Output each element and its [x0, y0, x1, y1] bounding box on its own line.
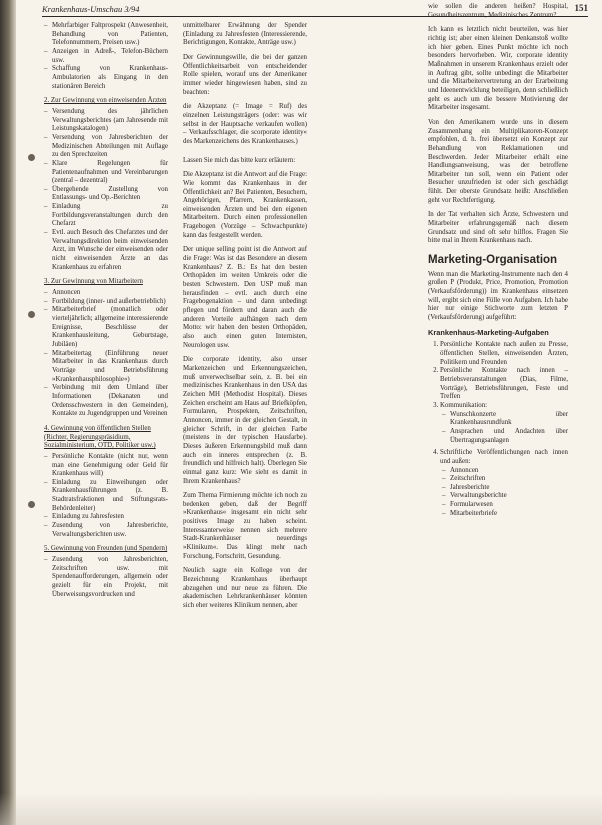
paragraph: Zum Thema Firmierung möchte ich noch zu bedenken geben, daß der Begriff »Krankenhaus« insgesamt ein nicht sehr positives Image zu haben scheint. Interessanterweise nennen sich mehrere Stadt-Krankenhäuser neuerdings »Klinikum«. Das klingt mehr nach Forschung, Fortschritt, Gesundung.	[183, 492, 307, 560]
paragraph: In der Tat verhalten sich Ärzte, Schwestern und Mitarbeiter erfahrungsgemäß nach diesem Grundsatz und sind oft sehr hilflos. Fragen Sie bitte mal in Ihrem Krankenhaus nach.	[428, 211, 568, 245]
task-subitem: – Formularwesen	[442, 501, 568, 510]
paragraph: Ich kann es letztlich nicht beurteilen, was hier richtig ist; aber einen kleinen Denkanstoß wollte ich hier geben. Eines Punkt möchte ich noch besonders hervorheben. Wir, corporate identity Maßnahmen in unserem Krankenhaus erzielt oder in Auftrag gibt, sollte unbedingt die Mitarbeiter und die Mitarbeitervertretung an der Erarbeitung und Ideenentwicklung beteiligen, denn schließlich geht es auch um die bessere Motivierung der Mitarbeiter insgesamt.	[428, 26, 568, 112]
task-subitem: – Wunschkonzerte über Krankenhausrundfunk	[442, 411, 568, 428]
section-heading-marketing-organisation: Marketing-Organisation	[428, 254, 558, 267]
list-item: – Mehrfarbiger Faltprospekt (Anwesenheit, Behandlung von Patienten, Telefonnummern, Preisen usw.)	[44, 22, 168, 48]
paragraph: Lassen Sie mich das bitte kurz erläutern:	[183, 156, 296, 164]
task-sublist	[442, 467, 568, 519]
list-item: – Mitarbeitertag (Einführung neuer Mitarbeiter in das Krankenhaus durch Vorträge und Betriebsführung »Krankenhausphilosophie«)	[44, 350, 168, 385]
list-items-5	[44, 556, 168, 599]
list-item: – Anzeigen in Adreß-, Telefon-Büchern usw.	[44, 48, 168, 65]
list-item: – Fortbildung (inner- und außerbetrieblich)	[44, 298, 168, 307]
task-text: Persönliche Kontakte nach außen zu Presse, öffentlichen Stellen, einweisenden Ärzten, Politikern und Freunden	[440, 341, 568, 366]
list-item: – Übergehende Zustellung von Entlassungs- und Op.-Berichten	[44, 186, 168, 203]
running-title: Krankenhaus-Umschau 3/94	[42, 4, 140, 14]
list-item: – Persönliche Kontakte (nicht nur, wenn man eine Genehmigung oder Geld für Krankenhaus will)	[44, 453, 168, 479]
list-items-2	[44, 108, 168, 272]
paragraph: Die corporate identity, also unser Markenzeichen und Erkennungszeichen, muß unverwechselbar sein, z. B. bei ein medizinisches Krankenhaus in den USA das Zeichen MH (Methodist Hospital). Dieses Zeichen erscheint am Haus auf Briefköpfen, Formularen, Prospekten, Zeitschriften, Annoncen, immer in der gleichen Gestalt, in gleicher Schrift, in der gleichen Farbe (meistens in der typischen Hausfarbe). Dieses äußeren Erkennungsbild muß dann auch ein inneres entsprechen (z. B. freundlich und hilfreich halt). Überlegen Sie einmal ganz kurz: Wie sieht es damit in Ihrem Krankenhaus?	[183, 356, 307, 485]
column-3	[428, 3, 568, 522]
list-item: – Mitarbeiterbrief (monatlich oder vierteljährlich; allgemeine interessierende Ereignisse, Beschlüsse der Krankenhausleitung, Geburtstage, Jubiläen)	[44, 306, 168, 349]
task-subitem: – Verwaltungsberichte	[442, 492, 568, 501]
list-item: – Verbindung mit dem Umland über Informationen (Dekanaten und Ordensschwestern in den Gemeinden), Kontakte zu Jugendgruppen und Vereinen	[44, 384, 168, 419]
list-items-3	[44, 289, 168, 419]
task-subitem: – Zeitschriften	[442, 475, 568, 484]
list-item: – Evtl. auch Besuch des Chefarztes und der Verwaltungsdirektion beim einweisenden Arzt, im Wunsche der einweisenden oder nicht einweisenden Ärzte an das Krankenhaus zu erfahren	[44, 229, 168, 272]
list-item: – Zusendung von Jahresberichten, Zeitschriften usw. mit Spendenaufforderungen, allgemein oder gezielt für ein Projekt, mit Überweisungsvordrucken und	[44, 556, 168, 599]
scan-binding-edge	[0, 0, 16, 825]
task-text: Kommunikation:	[440, 401, 488, 409]
subheading-marketing-aufgaben: Krankenhaus-Marketing-Aufgaben	[428, 327, 549, 337]
list-item: – Versendung des jährlichen Verwaltungsberichtes (am Jahresende mit Leistungskatalogen)	[44, 108, 168, 134]
list-item: – Einladung zu Jahresfesten	[44, 513, 168, 522]
page-number: 151	[574, 3, 588, 13]
task-subitem: – Jahresberichte	[442, 484, 568, 493]
list-items-a	[44, 22, 168, 91]
paragraph: die Akzeptanz (= Image = Ruf) des einzelnen Leistungsträgers (oder: was wir selbst in der Hauptsache verkaufen wollen) – Verkaufsschlager, die scorporate identity« des Markenzeichens des Krankenhauses.)	[183, 103, 307, 145]
paragraph: Wenn man die Marketing-Instrumente nach den 4 großen P (Produkt, Price, Promotion, Promotion (Verkaufsförderung)) im Krankenhaus einsetzen will, ergibt sich eine Fülle von Aufgaben. Ich habe hier nur einige Stichworte zum letzten P (Verkaufsförderung) aufgeführt:	[428, 270, 568, 321]
punch-hole	[28, 311, 35, 318]
section-heading: 5. Gewinnung von Freunden (und Spendern)	[44, 545, 168, 553]
task-text: Schriftliche Veröffentlichungen nach innen und außen:	[440, 449, 568, 465]
punch-hole	[28, 154, 35, 161]
scan-shadow	[0, 793, 602, 825]
paragraph: wie sollen die anderen heißen? Hospital, Gesundheitszentrum, Medizinisches Zentrum?	[428, 3, 568, 19]
task-text: Persönliche Kontakte nach innen – Betriebsveranstaltungen (Dias, Filme, Vorträge), Betriebsführungen, Feste und Treffen	[440, 367, 568, 401]
paragraph: Von den Amerikanern wurde uns in diesem Zusammenhang ein Multiplikatoren-Konzept empfohlen, d. h. frei übersetzt ein Konzept zur Behandlung von Reklamationen und Beschwerden. Jeder Mitarbeiter erhält eine Handlungsanweisung, was der betroffene Mitarbeiter tun soll, wenn ein Patient oder Besucher unzufrieden ist oder sich geschädigt fühlt. Der oberste Grundsatz heißt: Anschließen geht vor Rechtfertigung.	[428, 118, 568, 204]
task-item	[440, 449, 568, 518]
list-item: – Einladung zu Einweihungen oder Krankenhausführungen (z. B. Stadtratsfraktionen und Stiftungsrats-Behördenleiter)	[44, 479, 168, 514]
paragraph: Der unique selling point ist die Antwort auf die Frage: Was ist das Besondere an diesem Krankenhaus? Z. B.: Es hat den besten Orthopäden im weiten Umkreis oder die besten Schwestern. Den USP muß man herausfinden – evtl. auch durch eine Fragebogenaktion – und dann unbedingt pflegen und fördern und daran auch die anderen Vorteile aufhängen nach dem Motto: wir haben den besten Orthopäden, also auch einen guten Internisten, Neurologen usw.	[183, 246, 307, 349]
paragraph: unmittelbarer Erwähnung der Spender (Einladung zu Jahresfesten (Interessierende, Berichtigungen, Kontakte, Anträge usw.)	[183, 22, 307, 47]
column-2	[183, 22, 307, 611]
list-item: – Einladung zu Fortbildungsveranstaltungen durch den Chefarzt	[44, 203, 168, 229]
task-list	[428, 341, 568, 518]
section-heading: 4. Gewinnung von öffentlichen Stellen (Richter, Regierungspräsidium, Sozialministerium, OTD, Politiker usw.)	[44, 424, 156, 450]
paragraph: Neulich sagte ein Kollege von der Bezeichnung Krankenhaus überhaupt abzugehen und nur neue zu führen. Die akademischen Lehrkrankenhäuser könnten sich eher weiteres Klinikum nennen, aber	[183, 567, 307, 610]
section-heading: 2. Zur Gewinnung von einweisenden Ärzten	[44, 97, 167, 105]
list-item: – Zusendung von Jahresberichte, Verwaltungsberichten usw.	[44, 522, 168, 539]
task-sublist	[442, 411, 568, 446]
punch-hole	[28, 501, 35, 508]
task-subitem: – Annoncen	[442, 467, 568, 476]
list-items-4	[44, 453, 168, 540]
list-item: – Versendung von Jahresberichten der Medizinischen Abteilungen mit Auflage zu den Sprechzeiten	[44, 134, 168, 160]
task-subitem: – Ansprachen und Andachten über Übertragungsanlagen	[442, 428, 568, 445]
paragraph: Der Gewinnungswille, die bei der ganzen Öffentlichkeitsarbeit von entscheidender Rolle spielen, worauf uns der Amerikaner immer wieder hingewiesen haben, sind zu beachten:	[183, 53, 307, 96]
column-1	[44, 22, 168, 603]
list-item: – Klare Regelungen für Patientenaufnahmen und Vereinbarungen (zentral – dezentral)	[44, 160, 168, 186]
list-item: – Schaffung von Krankenhaus-Ambulatorien als Eingang in den stationären Bereich	[44, 65, 168, 91]
task-item	[440, 367, 568, 402]
task-item	[440, 402, 568, 445]
section-heading: 3. Zur Gewinnung von Mitarbeitern	[44, 278, 143, 286]
task-subitem: – Mitarbeiterbriefe	[442, 510, 568, 519]
task-item	[440, 341, 568, 367]
paragraph: Die Akzeptanz ist die Antwort auf die Frage: Wie kommt das Krankenhaus in der Öffentlichkeit an? Bei Patienten, Besuchern, Angehörigen, Pfarrern, Krankenkassen, einweisenden Ärzten und bei den eigenen Mitarbeitern. Durch einen professionellen Fragebogen (Vorzüge – Schwachpunkte) kann das festgestellt werden.	[183, 171, 307, 239]
list-item: – Annoncen	[44, 289, 168, 298]
